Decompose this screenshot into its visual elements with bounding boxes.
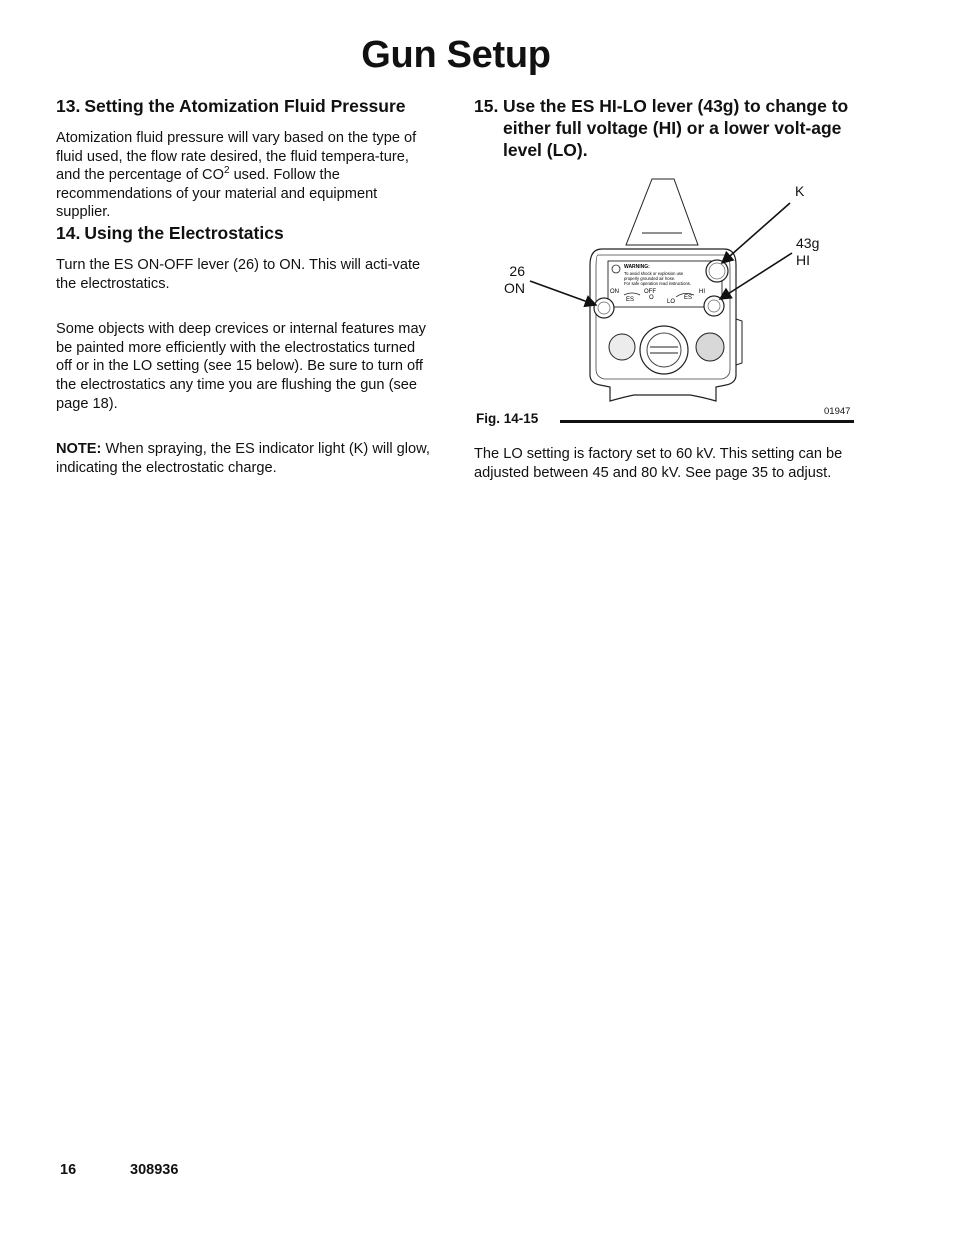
step-number: 13. xyxy=(56,96,81,116)
warning-line-1: To avoid shock or explosion use xyxy=(624,271,684,276)
step-title: Use the ES HI-LO lever (43g) to change to either full voltage (HI) or a lower volt-age level (LO). xyxy=(503,96,849,160)
step-13-heading xyxy=(56,95,434,117)
note-paragraph: NOTE: When spraying, the ES indicator light (K) will glow, indicating the electrostatic charge. xyxy=(56,441,430,476)
step-number: 14. xyxy=(56,222,81,243)
figure-caption: Fig. 14-15 xyxy=(476,411,539,426)
document-number: 308936 xyxy=(130,1162,179,1178)
page-footer xyxy=(60,1162,178,1178)
callout-26-label: ON xyxy=(504,280,525,296)
note-label: NOTE: xyxy=(56,441,102,458)
right-knob xyxy=(696,333,724,361)
figure-rule xyxy=(560,420,854,423)
step-14-paragraph-2: Some objects with deep crevices or internal features may be painted more efficiently with the electrostatics turned off or in the LO setting (see 15 below). Be sure to turn off the electrostatics any time you are flushing the gun (see page 18). xyxy=(56,321,426,412)
step-15-heading xyxy=(474,95,858,161)
callout-26 xyxy=(501,263,525,297)
callout-26-number: 26 xyxy=(509,263,525,279)
left-column xyxy=(56,95,434,477)
left-knob xyxy=(609,334,635,360)
label-hi: HI xyxy=(699,289,705,295)
label-lo: LO xyxy=(667,299,676,305)
callout-k: K xyxy=(795,183,805,199)
callout-43g xyxy=(796,235,819,269)
callout-43g-number: 43g xyxy=(796,235,820,251)
page-title: Gun Setup xyxy=(361,34,551,76)
step-13-body: Atomization fluid pressure will vary based on the type of fluid used, the flow rate desired, the fluid tempera-ture, and the percentage of $CO^2$ used. Follow the recommendations of your material and equipment supplier. xyxy=(56,130,417,221)
gun-rear-illustration xyxy=(474,169,854,431)
step-title: Setting the Atomization Fluid Pressure xyxy=(84,96,406,116)
label-on: ON xyxy=(610,289,619,295)
page-number: 16 xyxy=(60,1162,77,1178)
label-off: OFF xyxy=(644,289,656,295)
step-14-paragraph-1: Turn the ES ON-OFF lever (26) to ON. This will acti-vate the electrostatics. xyxy=(56,256,421,292)
callout-43g-label: HI xyxy=(796,252,810,268)
label-es-right: ES xyxy=(684,295,693,301)
figure-code: 01947 xyxy=(824,406,851,417)
step-number: 15. xyxy=(474,96,499,116)
label-o: O xyxy=(649,295,654,301)
warning-line-2: properly grounded air hose. xyxy=(624,276,676,281)
label-es-left: ES xyxy=(626,297,635,303)
figure-gun-rear-panel xyxy=(474,169,854,431)
step-14-heading xyxy=(56,222,434,244)
es-on-off-lever xyxy=(594,298,614,318)
warning-title: WARNING: xyxy=(624,264,650,270)
step-15-body: The LO setting is factory set to 60 kV. This setting can be adjusted between 45 and 80 kV. See page 35 to adjust. xyxy=(474,446,843,481)
step-title: Using the Electrostatics xyxy=(84,222,284,243)
right-column xyxy=(474,95,858,482)
warning-line-3: For safe operation read instructions. xyxy=(624,281,692,286)
